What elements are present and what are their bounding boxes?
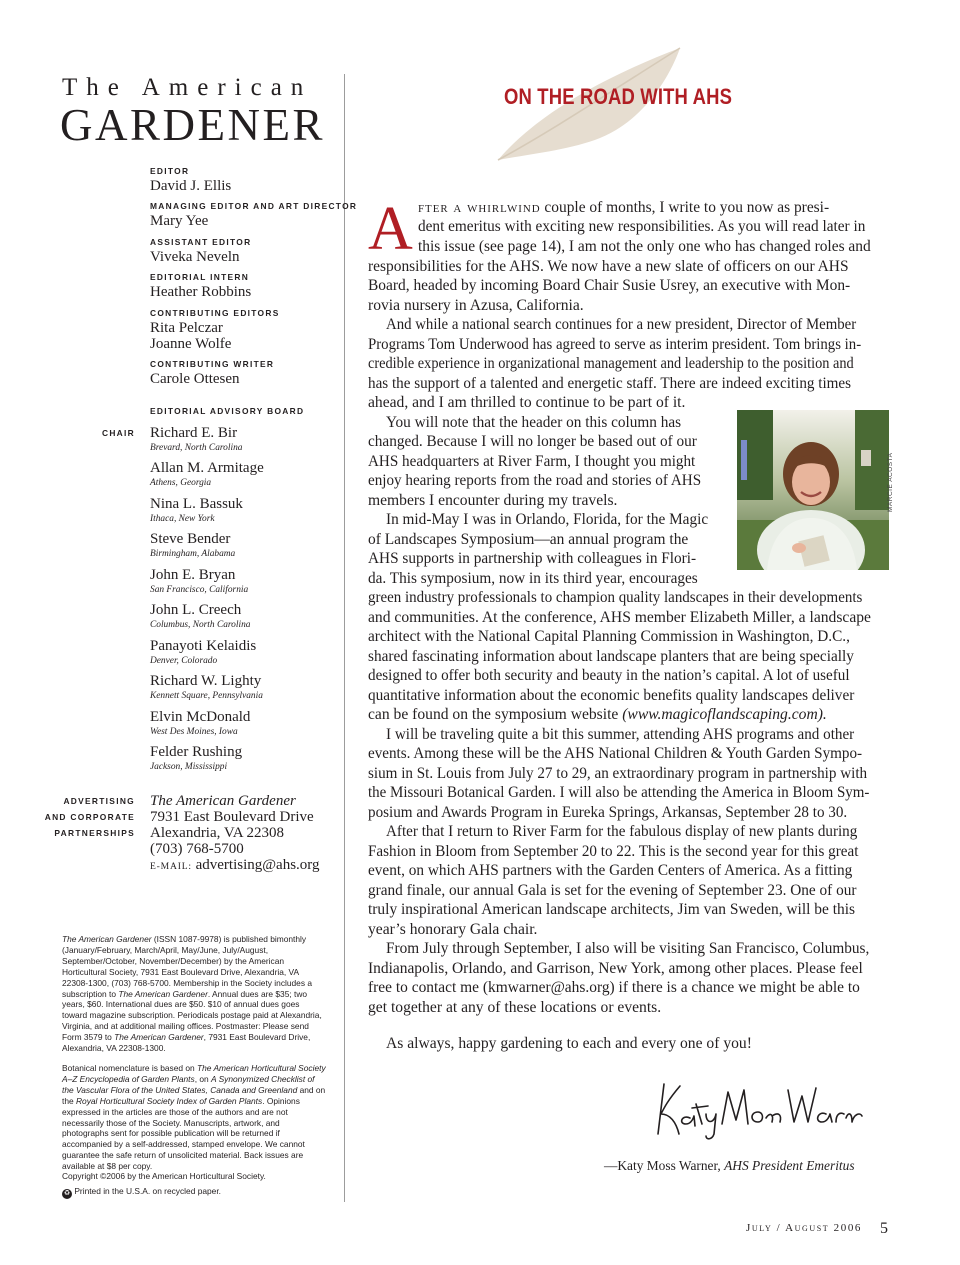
- letter-line: get together at any of these locations or events.: [368, 999, 662, 1016]
- advertising-email[interactable]: advertising@ahs.org: [195, 857, 320, 873]
- staff-role-advisory-board: EDITORIAL ADVISORY BOARD: [150, 406, 305, 416]
- advisory-member-name: Elvin McDonald: [150, 709, 251, 725]
- advisory-member-location: Kennett Square, Pennsylvania: [150, 691, 263, 701]
- notice-text: . Opinions expressed in the articles are those of the authors and are not necessarily those of the Society. Manuscripts, artwork, and photographs sent for possible publication will be returned if accompanied by a self-addressed, stamped envelope. We cannot guarantee the safe return of unsolicited material. Back issues are available at $8 per copy.: [62, 1095, 305, 1172]
- staff-role-contributing-editors: CONTRIBUTING EDITORS: [150, 308, 280, 318]
- magazine-title: The American Gardener: [114, 1032, 204, 1043]
- letter-line: AHS supports in partnership with colleagues in Flori-: [368, 550, 697, 567]
- reference-title: The American Horticultural Society A–Z Encyclopedia of Garden Plants: [62, 1063, 326, 1084]
- advisory-member-location: West Des Moines, Iowa: [150, 727, 238, 737]
- advisory-member-location: San Francisco, California: [150, 585, 249, 595]
- signoff-title: AHS President Emeritus: [724, 1158, 855, 1173]
- signoff-line: [604, 1158, 855, 1174]
- column-divider: [344, 74, 345, 1202]
- letter-line: enjoy hearing reports from the road and stories of AHS: [368, 472, 702, 489]
- notice-text: (ISSN 1087-9978) is published bimonthly (January/February, March/April, May/June, July/August, September/October, November/December) by the American Horticultural Society, 7931 East Boulevard Drive, Alexandria, VA 22308-1300, (703) 768-5700. Membership in the Society includes a subscription to: [62, 934, 313, 999]
- letter-text: can be found on the symposium website: [368, 706, 623, 723]
- letter-closing-line: As always, happy gardening to each and every one of you!: [386, 1035, 752, 1052]
- photo-credit: MARCIE ACOSTA: [887, 452, 894, 512]
- reference-title: Royal Horticultural Society Index of Garden Plants: [75, 1095, 263, 1106]
- letter-line: Indianapolis, Orlando, and Garrison, New York, among other places. Please feel: [368, 960, 863, 977]
- drop-cap: A: [368, 195, 413, 263]
- staff-role-editor: EDITOR: [150, 166, 190, 176]
- staff-name-editorial-intern: Heather Robbins: [150, 284, 252, 300]
- publication-notice: [62, 934, 326, 1054]
- lead-in-smallcaps: fter a whirlwind: [418, 199, 541, 216]
- letter-line: dent emeritus with exciting new responsibilities. As you will read later in: [418, 218, 866, 235]
- letter-line: of Landscapes Symposium—an annual program the: [368, 531, 689, 548]
- letter-line: quantitative information about the economic benefits quality landscapes deliver: [368, 687, 855, 704]
- letter-line: has the support of a talented and energetic staff. There are indeed exciting times: [368, 375, 852, 392]
- magazine-title: The American Gardener: [62, 934, 152, 944]
- masthead-the-american: The American: [62, 74, 313, 101]
- printed-notice: Printed in the U.S.A. on recycled paper.: [74, 1186, 221, 1196]
- letter-line: After that I return to River Farm for the fabulous display of new plants during: [386, 823, 858, 840]
- reference-title: A Synonymized Checklist of the Vascular Flora of the United States, Canada and Greenland: [62, 1073, 315, 1095]
- advisory-member-name: Steve Bender: [150, 531, 231, 547]
- letter-line: and communities. At the conference, AHS member Elizabeth Miller, a landscape: [368, 609, 871, 626]
- letter-line: this issue (see page 14), I am not the only one who has changed roles and: [418, 238, 871, 255]
- column-title: ON THE ROAD WITH AHS: [504, 84, 733, 109]
- staff-role-assistant-editor: ASSISTANT EDITOR: [150, 237, 252, 247]
- magazine-title: The American Gardener: [118, 988, 208, 999]
- advisory-member-location: Ithaca, New York: [150, 514, 215, 524]
- lead-in-text: couple of months, I write to you now as presi-: [540, 199, 830, 216]
- advisory-member-name: Felder Rushing: [150, 744, 243, 760]
- advertising-address-line: Alexandria, VA 22308: [150, 825, 285, 841]
- notice-text: Botanical nomenclature is based on: [62, 1063, 198, 1073]
- advisory-chair-label: CHAIR: [101, 428, 135, 438]
- letter-line: green industry professionals to champion quality landscapes in their developments: [368, 589, 863, 606]
- letter-line: [368, 705, 827, 724]
- masthead-gardener: GARDENER: [60, 100, 325, 150]
- letter-line: architect with the National Capital Planning Commission in Washington, D.C.,: [368, 628, 850, 645]
- letter-line: changed. Because I will no longer be based out of our: [368, 433, 697, 450]
- nomenclature-notice: [62, 1063, 326, 1172]
- letter-line: posium and Awards Program in Eureka Springs, Arkansas, September 28 to 30.: [368, 804, 848, 821]
- letter-line: AHS headquarters at River Farm, I thought you might: [368, 453, 696, 470]
- copyright: Copyright ©2006 by the American Horticultural Society.: [62, 1171, 266, 1181]
- letter-line: the Missouri Botanical Garden. I will also be attending the America in Bloom Sym-: [368, 784, 870, 801]
- letter-line: truly inspirational American landscape architects, Jim van Sweden, will be this: [368, 901, 856, 918]
- signoff-name: —Katy Moss Warner,: [604, 1158, 725, 1173]
- advisory-member-location: Athens, Georgia: [150, 478, 212, 488]
- letter-line: members I encounter during my travels.: [368, 492, 618, 509]
- folio-issue-date: July / August 2006: [746, 1222, 863, 1234]
- staff-role-managing-editor: MANAGING EDITOR AND ART DIRECTOR: [150, 201, 358, 211]
- letter-line: And while a national search continues for a new president, Director of Member: [386, 316, 857, 333]
- signature-image: [648, 1078, 866, 1142]
- letter-line: free to contact me (kmwarner@ahs.org) if there is a chance we might be able to: [368, 979, 860, 996]
- staff-name-contributing-editor: Joanne Wolfe: [150, 336, 232, 352]
- letter-line: event, on which AHS partners with the Garden Centers of America. As a fitting: [368, 862, 853, 879]
- advisory-member-name: Nina L. Bassuk: [150, 496, 243, 512]
- page-number: 5: [880, 1220, 888, 1237]
- staff-name-assistant-editor: Viveka Neveln: [150, 249, 240, 265]
- staff-name-editor: David J. Ellis: [150, 178, 232, 194]
- staff-role-editorial-intern: EDITORIAL INTERN: [150, 272, 250, 282]
- letter-line: shared fascinating information about landscape planters that are being specially: [368, 648, 854, 665]
- letter-line: credible experience in organizational management and leadership to the position and: [368, 355, 854, 372]
- letter-line: In mid-May I was in Orlando, Florida, for the Magic: [386, 511, 709, 528]
- letter-line: I will be traveling quite a bit this summer, attending AHS programs and other: [386, 726, 855, 743]
- advisory-member-location: Jackson, Mississippi: [150, 762, 228, 772]
- advisory-member-name: Allan M. Armitage: [150, 460, 264, 476]
- letter-line: designed to offer both security and beauty in the nation’s capital. A lot of useful: [368, 667, 850, 684]
- advertising-phone: (703) 768-5700: [150, 841, 244, 857]
- advisory-member-name: Panayoti Kelaidis: [150, 638, 257, 654]
- advertising-email-row: [150, 856, 320, 876]
- notice-text: . Annual dues are $35; two years, $60. International dues are $50. $10 of annual dues goes toward magazine subscription. Periodicals postage paid at Alexandria, Virginia, and at additional mailing offices. Postmaster: Please send Form 3579 to: [62, 988, 322, 1043]
- letter-line: rovia nursery in Azusa, California.: [368, 297, 584, 314]
- advertising-label: ADVERTISING: [63, 796, 135, 806]
- letter-line: year’s honorary Gala chair.: [368, 921, 538, 938]
- advisory-member-name: Richard E. Bir: [150, 425, 238, 441]
- advisory-member-location: Columbus, North Carolina: [150, 620, 251, 630]
- staff-name-contributing-editor: Rita Pelczar: [150, 320, 223, 336]
- website-link[interactable]: (www.magicoflandscaping.com).: [622, 706, 827, 723]
- advisory-member-location: Brevard, North Carolina: [150, 443, 243, 453]
- letter-line: ahead, and I am thrilled to continue to be part of it.: [368, 394, 686, 411]
- advisory-member-name: Richard W. Lighty: [150, 673, 262, 689]
- staff-name-contributing-writer: Carole Ottesen: [150, 371, 240, 387]
- recycle-icon: ♻: [63, 1190, 71, 1197]
- printed-notice-row: [62, 1186, 326, 1199]
- advisory-member-location: Denver, Colorado: [150, 656, 218, 666]
- author-photo: [737, 410, 889, 570]
- notice-text: , 7931 East Boulevard Drive, Alexandria, VA 22308-1300.: [62, 1032, 311, 1054]
- advertising-address-line: 7931 East Boulevard Drive: [150, 809, 314, 825]
- letter-line: Board, headed by incoming Board Chair Susie Usrey, an executive with Mon-: [368, 277, 851, 294]
- letter-line: From July through September, I also will be visiting San Francisco, Columbus,: [386, 940, 870, 957]
- email-label: E-MAIL:: [150, 861, 192, 872]
- letter-line: events. Among these will be the AHS National Children & Youth Garden Sympo-: [368, 745, 863, 762]
- letter-line: You will note that the header on this column has: [386, 414, 682, 431]
- letter-line: Fashion in Bloom from September 20 to 22. This is the second year for this great: [368, 843, 859, 860]
- advertising-label: AND CORPORATE: [44, 812, 135, 822]
- advisory-member-name: John L. Creech: [150, 602, 242, 618]
- advertising-label: PARTNERSHIPS: [54, 828, 135, 838]
- letter-line: [418, 198, 829, 217]
- advertising-company: The American Gardener: [150, 793, 296, 809]
- advisory-member-location: Birmingham, Alabama: [150, 549, 236, 559]
- letter-line: responsibilities for the AHS. We now have a new slate of officers on our AHS: [368, 258, 849, 275]
- letter-line: da. This symposium, now in its third year, encourages: [368, 570, 698, 587]
- letter-line: sium in St. Louis from July 27 to 29, an extraordinary program in partnership with: [368, 765, 868, 782]
- notice-text: and on the: [62, 1084, 326, 1106]
- advisory-member-name: John E. Bryan: [150, 567, 236, 583]
- letter-line: Programs Tom Underwood has agreed to serve as interim president. Tom brings in-: [368, 336, 862, 353]
- staff-name-managing-editor: Mary Yee: [150, 213, 209, 229]
- staff-role-contributing-writer: CONTRIBUTING WRITER: [150, 359, 275, 369]
- letter-line: grand finale, our annual Gala is set for the evening of September 23. One of our: [368, 882, 857, 899]
- notice-text: , on: [194, 1073, 211, 1084]
